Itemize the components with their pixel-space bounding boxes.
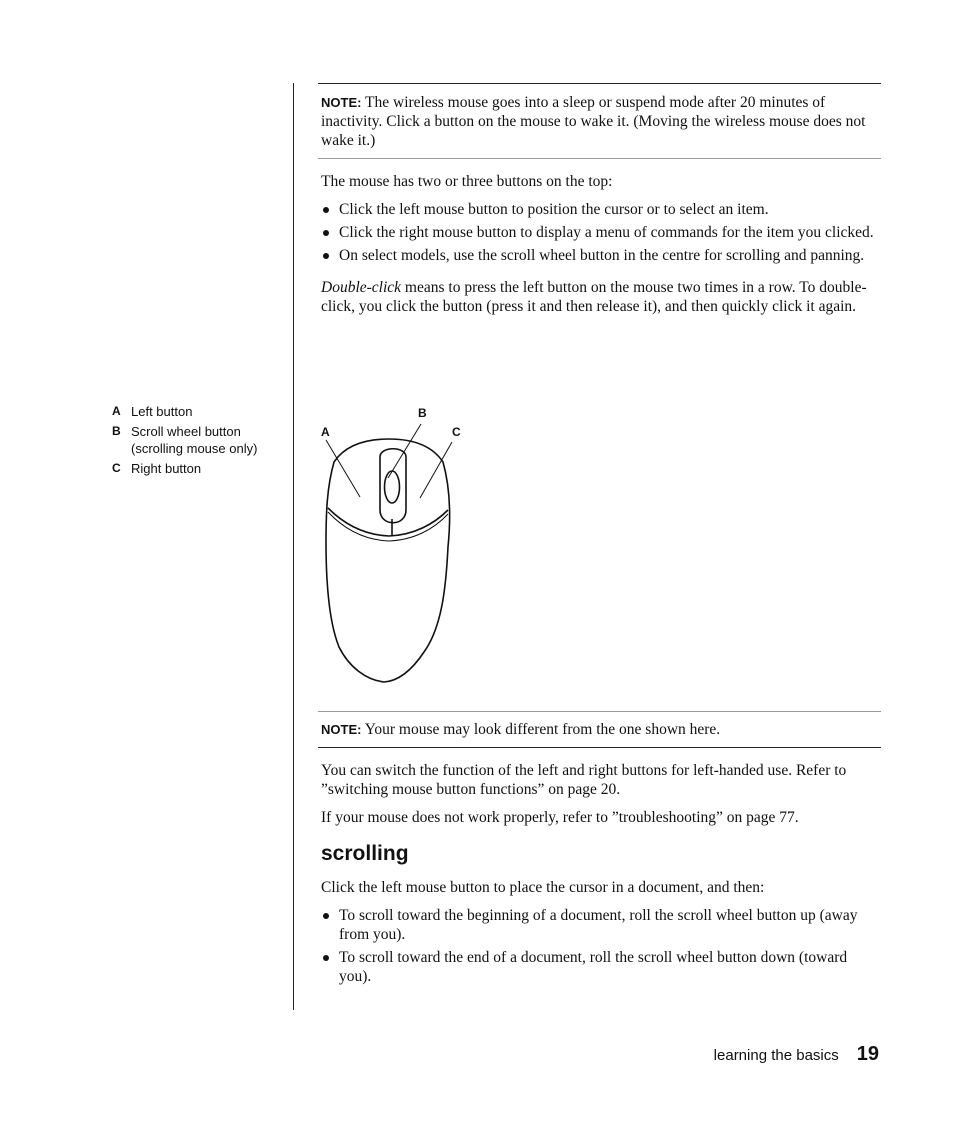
mouse-body-outline	[326, 439, 450, 682]
double-click-text: means to press the left button on the mouse two times in a row. To double-click, you click the button (press it and then release it), and then quickly click it again.	[321, 279, 867, 315]
note-sleep-mode	[318, 83, 881, 159]
legend-letter: A	[112, 404, 121, 418]
legend-text: Left button	[131, 404, 193, 419]
margin-rule	[293, 83, 294, 1010]
page-footer	[714, 1043, 879, 1066]
legend-item	[112, 423, 291, 457]
callout-line-c	[420, 442, 452, 498]
switch-paragraph: You can switch the function of the left and right buttons for left-handed use. Refer to ”switching mouse button functions” on page 20.	[321, 762, 847, 798]
note-text: Your mouse may look different from the one shown here.	[361, 721, 721, 738]
callout-line-a	[326, 440, 360, 497]
section-heading-scrolling: scrolling	[321, 842, 409, 865]
note-label: NOTE:	[321, 95, 362, 110]
buttons-intro: The mouse has two or three buttons on the top:	[321, 173, 613, 190]
figure-legend	[112, 403, 291, 480]
legend-text: Right button	[131, 461, 202, 476]
list-item: To scroll toward the beginning of a document, roll the scroll wheel button up (away from you).	[321, 906, 881, 944]
legend-letter: C	[112, 461, 121, 475]
troubleshoot-paragraph: If your mouse does not work properly, refer to ”troubleshooting” on page 77.	[321, 809, 799, 826]
legend-item	[112, 403, 291, 420]
list-item: To scroll toward the end of a document, roll the scroll wheel button down (toward you).	[321, 948, 881, 986]
legend-text: Scroll wheel button (scrolling mouse only)	[131, 424, 258, 456]
button-bullet-list	[321, 200, 881, 265]
note-text: The wireless mouse goes into a sleep or suspend mode after 20 minutes of inactivity. Click a button on the mouse to wake it. (Moving the wireless mouse does not wake it.)	[321, 94, 866, 149]
list-item: Click the right mouse button to display a menu of commands for the item you clicked.	[321, 223, 881, 242]
double-click-paragraph	[321, 278, 881, 316]
scrolling-intro: Click the left mouse button to place the cursor in a document, and then:	[321, 879, 765, 896]
usage-section	[321, 761, 881, 827]
legend-letter: B	[112, 424, 121, 438]
note-label: NOTE:	[321, 722, 362, 737]
list-item: On select models, use the scroll wheel button in the centre for scrolling and panning.	[321, 246, 881, 265]
mouse-illustration	[314, 402, 464, 687]
buttons-section	[321, 172, 881, 316]
page-number: 19	[856, 1043, 879, 1065]
double-click-term: Double-click	[321, 279, 402, 296]
footer-section-title: learning the basics	[713, 1047, 839, 1064]
scrolling-section	[321, 878, 881, 986]
callout-label-c: C	[452, 425, 461, 439]
legend-item	[112, 460, 291, 477]
callout-label-b: B	[418, 406, 427, 420]
list-item: Click the left mouse button to position the cursor or to select an item.	[321, 200, 881, 219]
note-mouse-appearance	[318, 711, 881, 748]
callout-line-b	[388, 424, 421, 478]
scroll-wheel	[385, 471, 400, 503]
scrolling-bullet-list	[321, 906, 881, 986]
callout-label-a: A	[321, 425, 330, 439]
